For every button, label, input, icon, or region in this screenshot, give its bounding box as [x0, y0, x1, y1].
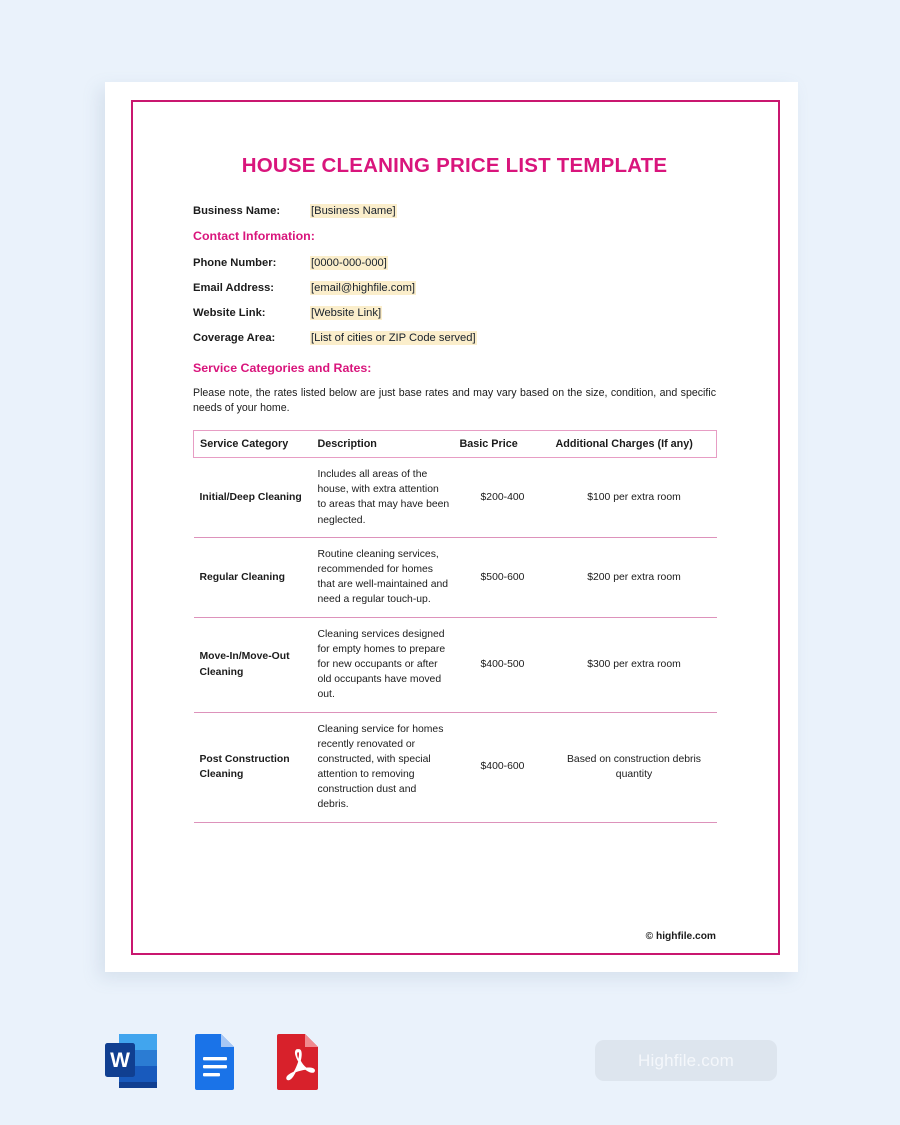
cell-basic-price: $400-600 [454, 712, 550, 822]
cell-service-category: Regular Cleaning [194, 537, 312, 617]
column-header-additional-charges: Additional Charges (If any) [550, 431, 717, 458]
cell-basic-price: $200-400 [454, 458, 550, 538]
cell-service-category: Post Construction Cleaning [194, 712, 312, 822]
field-value-website-link[interactable]: [Website Link] [311, 307, 382, 319]
pdf-icon[interactable] [271, 1030, 327, 1092]
contact-information-heading: Contact Information: [193, 229, 315, 243]
cell-description: Includes all areas of the house, with extra attention to areas that may have been neglected. [312, 458, 454, 538]
cell-basic-price: $400-500 [454, 617, 550, 712]
cell-service-category: Move-In/Move-Out Cleaning [194, 617, 312, 712]
field-label: Coverage Area: [193, 332, 276, 344]
copyright-text: © highfile.com [645, 931, 716, 942]
field-label: Business Name: [193, 205, 281, 217]
field-row-phone-number [193, 256, 716, 270]
svg-text:W: W [110, 1049, 130, 1072]
service-categories-heading: Service Categories and Rates: [193, 361, 372, 375]
column-header-description: Description [312, 431, 454, 458]
field-label: Email Address: [193, 282, 275, 294]
cell-basic-price: $500-600 [454, 537, 550, 617]
business-name-group [193, 204, 716, 218]
table-row [194, 712, 717, 822]
table-row [194, 617, 717, 712]
page-title: HOUSE CLEANING PRICE LIST TEMPLATE [241, 154, 668, 177]
field-value-business-name[interactable]: [Business Name] [311, 205, 396, 217]
cell-additional-charges: $100 per extra room [550, 458, 717, 538]
cell-description: Cleaning services designed for empty homes to prepare for new occupants or after old occupants have moved out. [312, 617, 454, 712]
word-icon[interactable] [103, 1030, 159, 1092]
field-label: Website Link: [193, 307, 266, 319]
field-value-email-address[interactable]: [email@highfile.com] [311, 282, 416, 294]
field-value-coverage-area[interactable]: [List of cities or ZIP Code served] [311, 332, 476, 344]
field-row-email-address [193, 281, 716, 295]
field-value-phone-number[interactable]: [0000-000-000] [311, 257, 387, 269]
table-row [194, 458, 717, 538]
field-label: Phone Number: [193, 257, 277, 269]
cell-additional-charges: $200 per extra room [550, 537, 717, 617]
cell-additional-charges: Based on construction debris quantity [550, 712, 717, 822]
cell-description: Cleaning service for homes recently renovated or constructed, with special attention to removing construction dust and debris. [312, 712, 454, 822]
column-header-service-category: Service Category [194, 431, 312, 458]
cell-service-category: Initial/Deep Cleaning [194, 458, 312, 538]
field-row-coverage-area [193, 331, 716, 345]
rates-note: Please note, the rates listed below are just base rates and may vary based on the size, condition, and specific needs of your home. [193, 387, 716, 415]
format-icon-bar [103, 1030, 327, 1092]
google-docs-icon[interactable] [187, 1030, 243, 1092]
table-header-row [194, 431, 717, 458]
document-content [193, 100, 716, 955]
rates-table [193, 430, 717, 823]
contact-fields-group [193, 256, 716, 345]
brand-pill-button[interactable]: Highfile.com [595, 1040, 777, 1081]
table-row [194, 537, 717, 617]
cell-description: Routine cleaning services, recommended for homes that are well-maintained and need a regular touch-up. [312, 537, 454, 617]
field-row-business-name [193, 204, 716, 218]
cell-additional-charges: $300 per extra room [550, 617, 717, 712]
field-row-website-link [193, 306, 716, 320]
column-header-basic-price: Basic Price [454, 431, 550, 458]
